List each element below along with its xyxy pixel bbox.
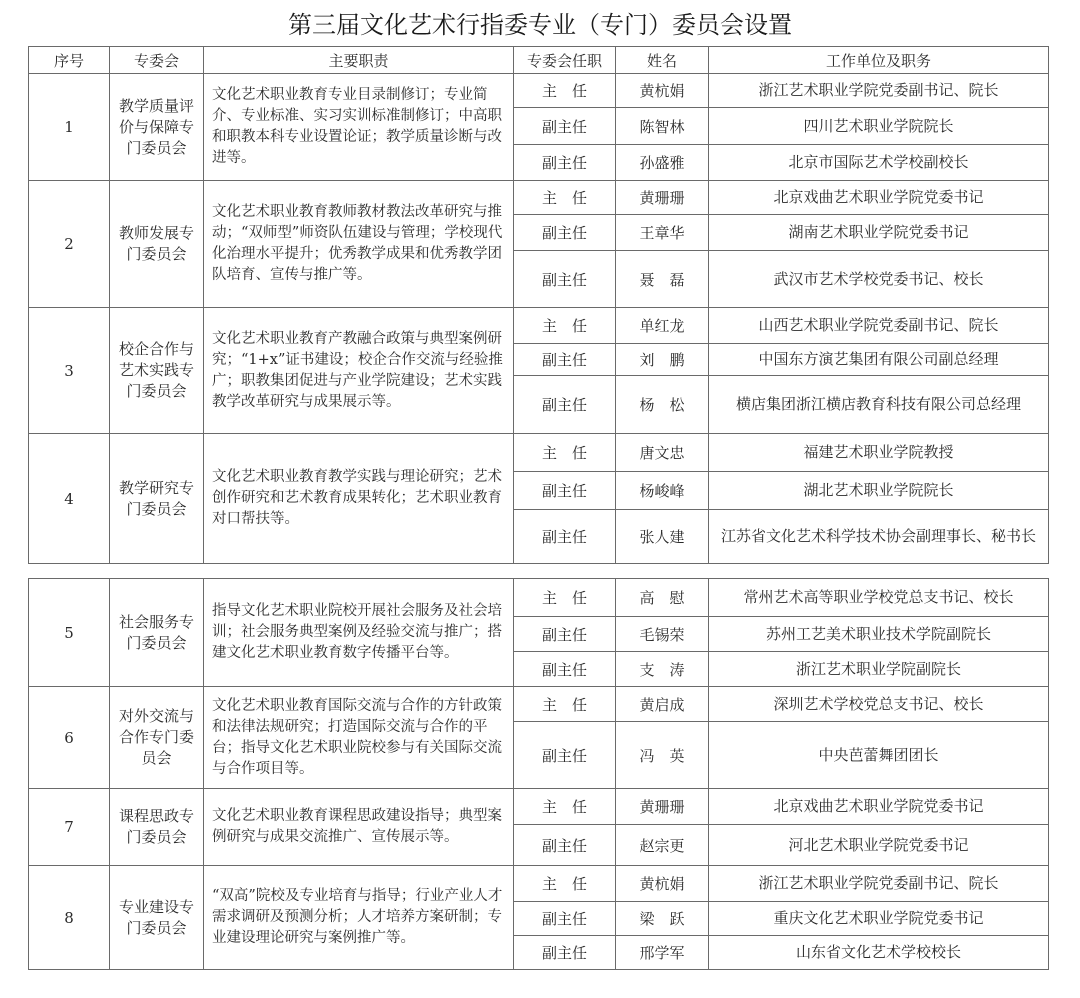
member-role: 副主任 <box>514 472 616 510</box>
committee-index: 8 <box>29 866 110 970</box>
member-org: 常州艺术高等职业学校党总支书记、校长 <box>709 579 1049 617</box>
member-role: 副主任 <box>514 251 616 308</box>
member-name: 黄珊珊 <box>616 181 709 215</box>
member-name: 支 涛 <box>616 652 709 687</box>
member-org: 福建艺术职业学院教授 <box>709 434 1049 472</box>
committee-duties: 文化艺术职业教育国际交流与合作的方针政策和法律法规研究；打造国际交流与合作的平台；指导文化艺术职业院校参与有关国际交流与合作项目等。 <box>204 687 514 789</box>
committee-name: 专业建设专门委员会 <box>110 866 204 970</box>
member-org: 山西艺术职业学院党委副书记、院长 <box>709 308 1049 344</box>
member-org: 中国东方演艺集团有限公司副总经理 <box>709 344 1049 376</box>
member-role: 主 任 <box>514 687 616 722</box>
page-title: 第三届文化艺术行指委专业（专门）委员会设置 <box>288 11 792 39</box>
member-role: 主 任 <box>514 308 616 344</box>
committee-duties: 文化艺术职业教育产教融合政策与典型案例研究；“1+x”证书建设；校企合作交流与经验推广；职教集团促进与产业学院建设；艺术实践教学改革研究与成果展示等。 <box>204 308 514 434</box>
table-row <box>29 579 1049 617</box>
table-row <box>29 181 1049 215</box>
member-org: 重庆文化艺术职业学院党委书记 <box>709 902 1049 936</box>
member-org: 横店集团浙江横店教育科技有限公司总经理 <box>709 376 1049 434</box>
committee-duties: 文化艺术职业教育教学实践与理论研究；艺术创作研究和艺术教育成果转化；艺术职业教育对口帮扶等。 <box>204 434 514 564</box>
member-name: 黄启成 <box>616 687 709 722</box>
member-name: 冯 英 <box>616 722 709 789</box>
table-row <box>29 687 1049 722</box>
member-role: 主 任 <box>514 181 616 215</box>
member-name: 孙盛雅 <box>616 145 709 181</box>
member-org: 浙江艺术职业学院党委副书记、院长 <box>709 74 1049 108</box>
header-duties: 主要职责 <box>204 47 514 74</box>
member-name: 高 慰 <box>616 579 709 617</box>
member-role: 主 任 <box>514 789 616 825</box>
member-role: 主 任 <box>514 579 616 617</box>
member-org: 苏州工艺美术职业技术学院副院长 <box>709 617 1049 652</box>
member-name: 梁 跃 <box>616 902 709 936</box>
committee-index: 1 <box>29 74 110 181</box>
member-org: 深圳艺术学校党总支书记、校长 <box>709 687 1049 722</box>
member-role: 副主任 <box>514 510 616 564</box>
member-org: 北京戏曲艺术职业学院党委书记 <box>709 181 1049 215</box>
table-row <box>29 74 1049 108</box>
table-header-row <box>29 47 1049 74</box>
header-index: 序号 <box>29 47 110 74</box>
header-committee: 专委会 <box>110 47 204 74</box>
member-name: 杨 松 <box>616 376 709 434</box>
member-name: 聂 磊 <box>616 251 709 308</box>
member-name: 王章华 <box>616 215 709 251</box>
member-name: 张人建 <box>616 510 709 564</box>
member-name: 黄杭娟 <box>616 74 709 108</box>
member-name: 单红龙 <box>616 308 709 344</box>
member-role: 副主任 <box>514 722 616 789</box>
member-name: 毛锡荣 <box>616 617 709 652</box>
committee-index: 7 <box>29 789 110 866</box>
committee-index: 2 <box>29 181 110 308</box>
member-role: 副主任 <box>514 145 616 181</box>
committee-name: 教学研究专门委员会 <box>110 434 204 564</box>
committee-name: 社会服务专门委员会 <box>110 579 204 687</box>
member-org: 北京市国际艺术学校副校长 <box>709 145 1049 181</box>
committee-table-part-2 <box>28 578 1049 970</box>
member-role: 主 任 <box>514 74 616 108</box>
member-role: 副主任 <box>514 936 616 970</box>
member-role: 副主任 <box>514 825 616 866</box>
committee-name: 课程思政专门委员会 <box>110 789 204 866</box>
member-org: 浙江艺术职业学院副院长 <box>709 652 1049 687</box>
member-org: 山东省文化艺术学校校长 <box>709 936 1049 970</box>
member-name: 唐文忠 <box>616 434 709 472</box>
committee-duties: 文化艺术职业教育课程思政建设指导；典型案例研究与成果交流推广、宣传展示等。 <box>204 789 514 866</box>
member-org: 河北艺术职业学院党委书记 <box>709 825 1049 866</box>
header-org: 工作单位及职务 <box>709 47 1049 74</box>
header-name: 姓名 <box>616 47 709 74</box>
table-row <box>29 789 1049 825</box>
table-row <box>29 866 1049 902</box>
member-org: 江苏省文化艺术科学技术协会副理事长、秘书长 <box>709 510 1049 564</box>
member-role: 副主任 <box>514 902 616 936</box>
member-org: 武汉市艺术学校党委书记、校长 <box>709 251 1049 308</box>
member-org: 四川艺术职业学院院长 <box>709 108 1049 145</box>
table-row <box>29 308 1049 344</box>
member-role: 主 任 <box>514 434 616 472</box>
committee-duties: “双高”院校及专业培育与指导；行业产业人才需求调研及预测分析；人才培养方案研制；专业建设理论研究与案例推广等。 <box>204 866 514 970</box>
member-role: 副主任 <box>514 108 616 145</box>
member-name: 杨峻峰 <box>616 472 709 510</box>
member-role: 副主任 <box>514 215 616 251</box>
member-name: 刘 鹏 <box>616 344 709 376</box>
member-role: 主 任 <box>514 866 616 902</box>
member-org: 湖南艺术职业学院党委书记 <box>709 215 1049 251</box>
member-role: 副主任 <box>514 376 616 434</box>
member-org: 浙江艺术职业学院党委副书记、院长 <box>709 866 1049 902</box>
member-name: 陈智林 <box>616 108 709 145</box>
committee-duties: 指导文化艺术职业院校开展社会服务及社会培训；社会服务典型案例及经验交流与推广；搭建文化艺术职业教育数字传播平台等。 <box>204 579 514 687</box>
committee-name: 校企合作与艺术实践专门委员会 <box>110 308 204 434</box>
member-name: 黄珊珊 <box>616 789 709 825</box>
member-org: 中央芭蕾舞团团长 <box>709 722 1049 789</box>
committee-index: 4 <box>29 434 110 564</box>
member-org: 北京戏曲艺术职业学院党委书记 <box>709 789 1049 825</box>
committee-duties: 文化艺术职业教育教师教材教法改革研究与推动；“双师型”师资队伍建设与管理；学校现代化治理水平提升；优秀教学成果和优秀教学团队培育、宣传与推广等。 <box>204 181 514 308</box>
member-org: 湖北艺术职业学院院长 <box>709 472 1049 510</box>
committee-index: 5 <box>29 579 110 687</box>
committee-table-part-1 <box>28 46 1049 564</box>
committee-index: 6 <box>29 687 110 789</box>
member-role: 副主任 <box>514 344 616 376</box>
committee-index: 3 <box>29 308 110 434</box>
committee-name: 教师发展专门委员会 <box>110 181 204 308</box>
committee-name: 教学质量评价与保障专门委员会 <box>110 74 204 181</box>
committee-name: 对外交流与合作专门委员会 <box>110 687 204 789</box>
header-role: 专委会任职 <box>514 47 616 74</box>
member-name: 赵宗更 <box>616 825 709 866</box>
member-role: 副主任 <box>514 652 616 687</box>
member-name: 黄杭娟 <box>616 866 709 902</box>
committee-duties: 文化艺术职业教育专业目录制修订；专业简介、专业标准、实习实训标准制修订；中高职和职教本科专业设置论证；教学质量诊断与改进等。 <box>204 74 514 181</box>
member-role: 副主任 <box>514 617 616 652</box>
table-row <box>29 434 1049 472</box>
member-name: 邢学军 <box>616 936 709 970</box>
